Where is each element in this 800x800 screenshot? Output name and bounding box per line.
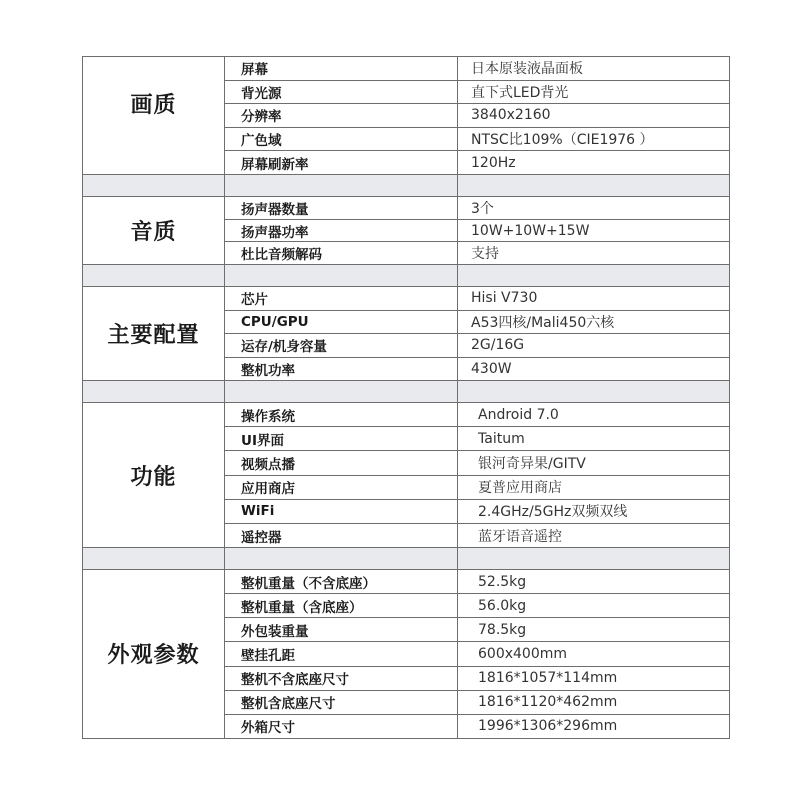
spec-label: 壁挂孔距 xyxy=(225,642,458,666)
spec-value: 2.4GHz/5GHz双频双线 xyxy=(458,500,730,524)
separator-cell xyxy=(458,265,730,287)
spec-value: 3个 xyxy=(458,197,730,220)
spec-value: 日本原装液晶面板 xyxy=(458,57,730,81)
spec-value: A53四核/Mali450六核 xyxy=(458,311,730,335)
category-main-config: 主要配置 xyxy=(83,287,225,381)
spec-label: 整机重量（不含底座） xyxy=(225,570,458,594)
spec-value: 10W+10W+15W xyxy=(458,220,730,243)
spec-label: 操作系统 xyxy=(225,403,458,427)
separator-cell xyxy=(458,548,730,570)
spec-label: 遥控器 xyxy=(225,524,458,548)
spec-value: 120Hz xyxy=(458,151,730,175)
category-picture-quality: 画质 xyxy=(83,57,225,175)
spec-value: Android 7.0 xyxy=(458,403,730,427)
spec-label: 整机重量（含底座） xyxy=(225,594,458,618)
category-appearance: 外观参数 xyxy=(83,570,225,739)
spec-label: 外包装重量 xyxy=(225,618,458,642)
separator-cell xyxy=(83,548,225,570)
spec-label: 分辨率 xyxy=(225,104,458,128)
separator-cell xyxy=(225,175,458,197)
spec-value: 2G/16G xyxy=(458,334,730,358)
spec-value: 600x400mm xyxy=(458,642,730,666)
category-features: 功能 xyxy=(83,403,225,548)
spec-label: 运存/机身容量 xyxy=(225,334,458,358)
spec-value: 银河奇异果/GITV xyxy=(458,451,730,475)
separator-cell xyxy=(225,381,458,403)
spec-label: 扬声器数量 xyxy=(225,197,458,220)
spec-value: 1816*1057*114mm xyxy=(458,667,730,691)
spec-value: 1996*1306*296mm xyxy=(458,715,730,739)
spec-value: 56.0kg xyxy=(458,594,730,618)
spec-label: 杜比音频解码 xyxy=(225,242,458,265)
spec-label: 整机不含底座尺寸 xyxy=(225,667,458,691)
spec-label: CPU/GPU xyxy=(225,311,458,335)
spec-value: 夏普应用商店 xyxy=(458,476,730,500)
spec-value: 直下式LED背光 xyxy=(458,81,730,105)
spec-label: 背光源 xyxy=(225,81,458,105)
spec-value: 3840x2160 xyxy=(458,104,730,128)
spec-value: 52.5kg xyxy=(458,570,730,594)
spec-label: 芯片 xyxy=(225,287,458,311)
spec-value: 430W xyxy=(458,358,730,382)
spec-label: 视频点播 xyxy=(225,451,458,475)
spec-label: 屏幕 xyxy=(225,57,458,81)
spec-label: 整机含底座尺寸 xyxy=(225,691,458,715)
spec-table xyxy=(82,56,730,739)
spec-label: 广色域 xyxy=(225,128,458,152)
spec-label: WiFi xyxy=(225,500,458,524)
separator-cell xyxy=(225,548,458,570)
spec-label: 整机功率 xyxy=(225,358,458,382)
spec-label: 扬声器功率 xyxy=(225,220,458,243)
separator-cell xyxy=(83,175,225,197)
separator-cell xyxy=(83,381,225,403)
spec-value: 78.5kg xyxy=(458,618,730,642)
spec-value: Taitum xyxy=(458,427,730,451)
spec-label: 屏幕刷新率 xyxy=(225,151,458,175)
spec-value: 支持 xyxy=(458,242,730,265)
spec-value: NTSC比109%（CIE1976 ） xyxy=(458,128,730,152)
spec-value: Hisi V730 xyxy=(458,287,730,311)
spec-value: 1816*1120*462mm xyxy=(458,691,730,715)
spec-value: 蓝牙语音遥控 xyxy=(458,524,730,548)
spec-label: 应用商店 xyxy=(225,476,458,500)
spec-label: 外箱尺寸 xyxy=(225,715,458,739)
separator-cell xyxy=(83,265,225,287)
separator-cell xyxy=(458,381,730,403)
separator-cell xyxy=(458,175,730,197)
category-sound-quality: 音质 xyxy=(83,197,225,265)
separator-cell xyxy=(225,265,458,287)
spec-label: UI界面 xyxy=(225,427,458,451)
